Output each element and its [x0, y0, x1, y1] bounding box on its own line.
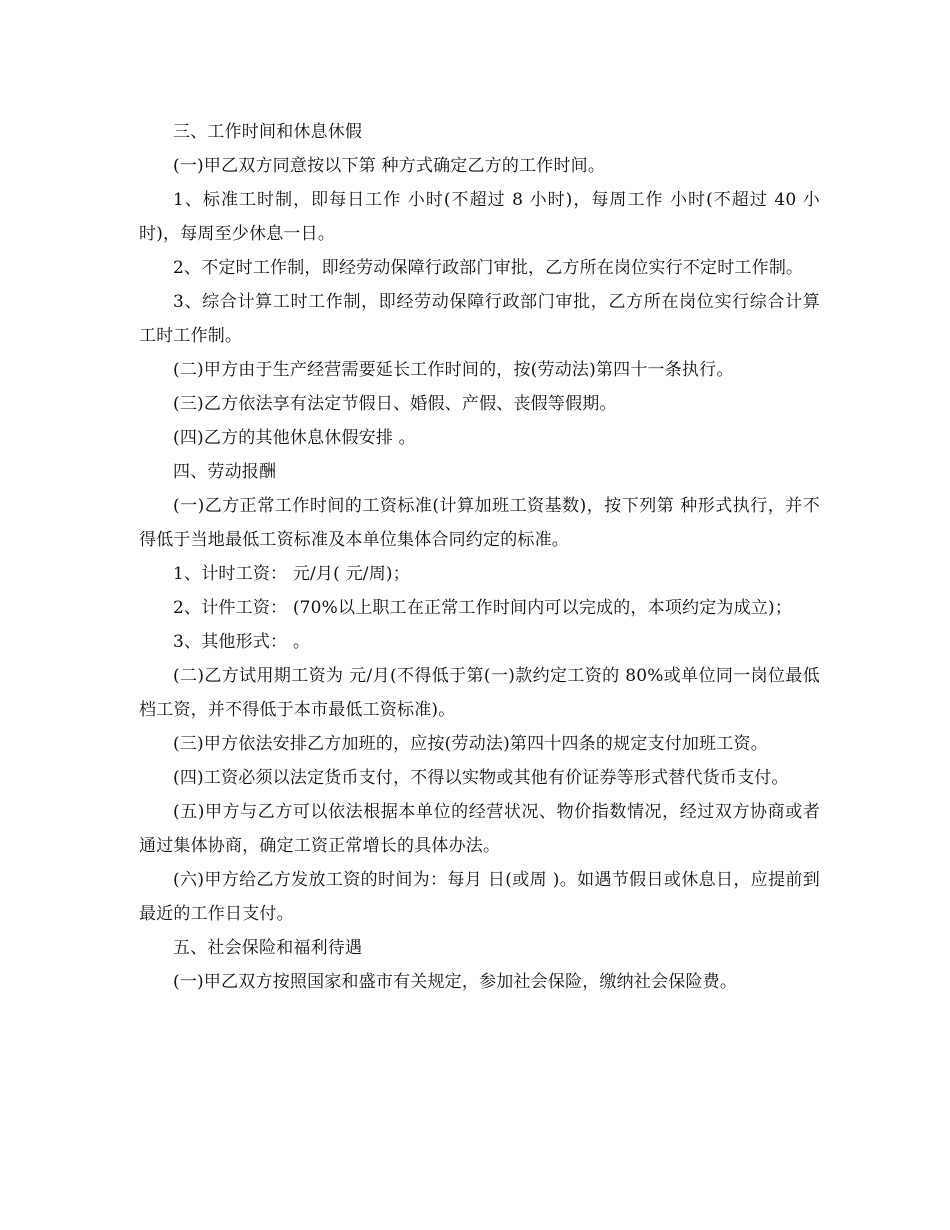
paragraph: 3、综合计算工时工作制，即经劳动保障行政部门审批，乙方所在岗位实行综合计算工时工作制。	[139, 292, 820, 346]
paragraph: (五)甲方与乙方可以依法根据本单位的经营状况、物价指数情况，经过双方协商或者通过集体协商，确定工资正常增长的具体办法。	[139, 802, 820, 856]
paragraph: 3、其他形式： 。	[173, 632, 311, 652]
section-heading-5: 五、社会保险和福利待遇	[173, 938, 363, 958]
section-heading-3: 三、工作时间和休息休假	[173, 122, 363, 142]
paragraph: 2、计件工资： (70%以上职工在正常工作时间内可以完成的，本项约定为成立)；	[173, 598, 793, 618]
paragraph: (一)甲乙双方同意按以下第 种方式确定乙方的工作时间。	[173, 156, 606, 176]
paragraph: (一)甲乙双方按照国家和盛市有关规定，参加社会保险，缴纳社会保险费。	[173, 972, 738, 992]
paragraph: (二)乙方试用期工资为 元/月(不得低于第(一)款约定工资的 80%或单位同一岗位最低档工资，并不得低于本市最低工资标准)。	[139, 666, 820, 720]
paragraph: (四)工资必须以法定货币支付，不得以实物或其他有价证券等形式替代货币支付。	[173, 768, 789, 788]
paragraph: (三)乙方依法享有法定节假日、婚假、产假、丧假等假期。	[173, 394, 617, 414]
paragraph: 2、不定时工作制，即经劳动保障行政部门审批，乙方所在岗位实行不定时工作制。	[173, 258, 804, 278]
paragraph: (二)甲方由于生产经营需要延长工作时间的，按(劳动法)第四十一条执行。	[173, 360, 734, 380]
paragraph: 1、标准工时制，即每日工作 小时(不超过 8 小时)，每周工作 小时(不超过 40 小时)，每周至少休息一日。	[139, 190, 820, 244]
paragraph: (三)甲方依法安排乙方加班的，应按(劳动法)第四十四条的规定支付加班工资。	[173, 734, 768, 754]
document-body	[139, 115, 820, 999]
paragraph: (一)乙方正常工作时间的工资标准(计算加班工资基数)，按下列第 种形式执行，并不得低于当地最低工资标准及本单位集体合同约定的标准。	[139, 496, 820, 550]
paragraph: 1、计时工资： 元/月( 元/周)；	[173, 564, 410, 584]
section-heading-4: 四、劳动报酬	[173, 462, 277, 482]
paragraph: (四)乙方的其他休息休假安排 。	[173, 428, 416, 448]
paragraph: (六)甲方给乙方发放工资的时间为：每月 日(或周 )。如遇节假日或休息日，应提前到最近的工作日支付。	[139, 870, 820, 924]
